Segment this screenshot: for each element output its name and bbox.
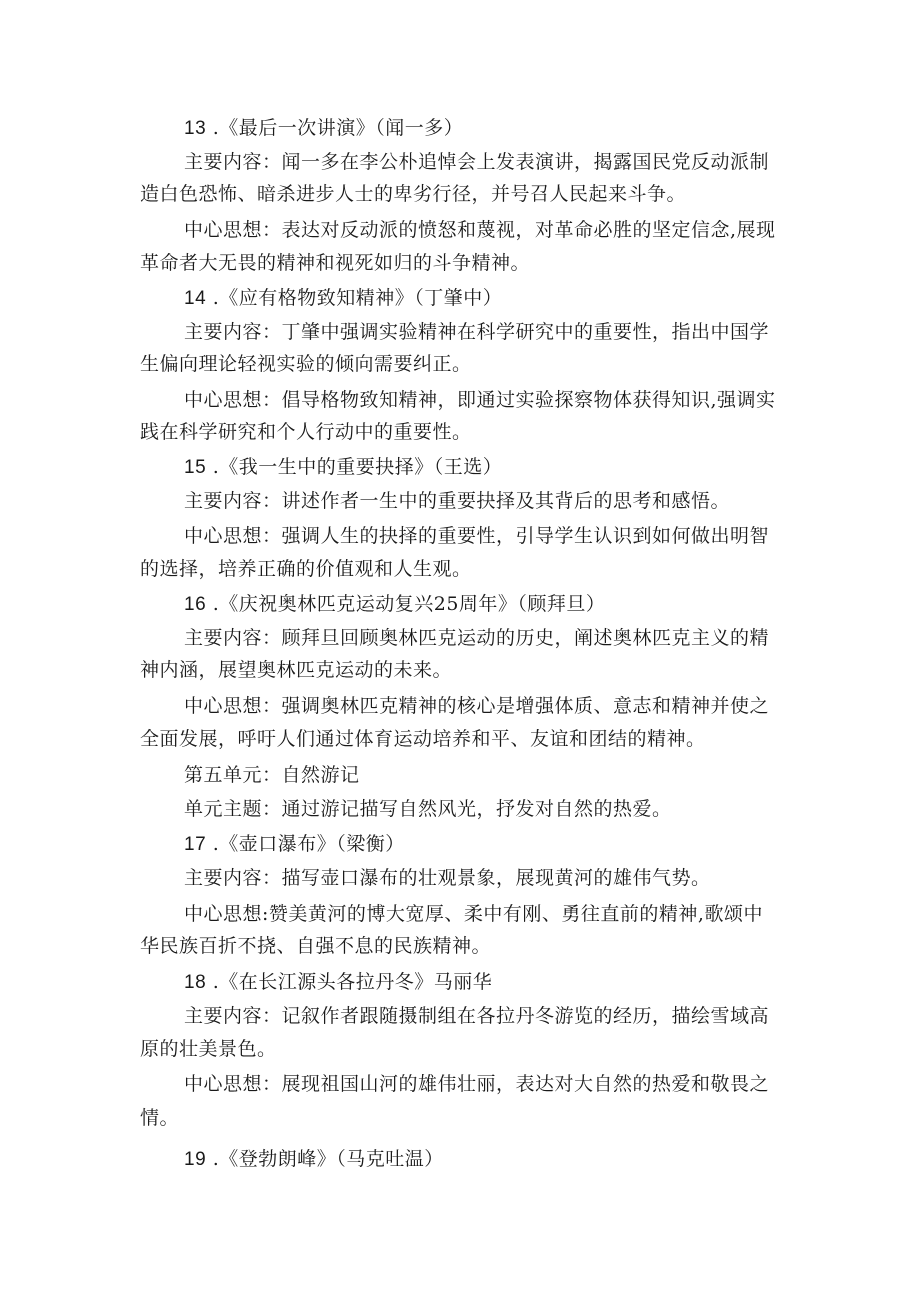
item-14-main-content-line-1: 主要内容：丁肇中强调实验精神在科学研究中的重要性，指出中国学 [184, 321, 770, 343]
item-15-main-content-line-1: 主要内容：讲述作者一生中的重要抉择及其背后的思考和感悟。 [184, 490, 731, 512]
item-15-central-idea-line-1: 中心思想：强调人生的抉择的重要性，引导学生认识到如何做出明智 [184, 525, 770, 547]
item-number: 17 [184, 834, 207, 855]
item-15-title [184, 455, 502, 480]
item-number: 19 [184, 1149, 207, 1170]
item-13-main-content-line-1: 主要内容：闻一多在李公朴追悼会上发表演讲，揭露国民党反动派制 [184, 151, 770, 173]
item-18-main-content-line-1: 主要内容：记叙作者跟随摄制组在各拉丹冬游览的经历，描绘雪域高 [184, 1005, 770, 1027]
item-18-central-idea-line-1: 中心思想：展现祖国山河的雄伟壮丽，表达对大自然的热爱和敬畏之 [184, 1073, 770, 1095]
item-13-title [184, 116, 463, 141]
item-17-main-content-line-1: 主要内容：描写壶口瀑布的壮观景象，展现黄河的雄伟气势。 [184, 867, 711, 889]
item-title: .《最后一次讲演》（闻一多） [212, 117, 464, 139]
item-title: .《我一生中的重要抉择》（王选） [212, 456, 503, 478]
item-number: 16 [184, 594, 207, 615]
item-18-central-idea-line-2: 情。 [140, 1107, 180, 1129]
item-13-central-idea-line-2: 革命者大无畏的精神和视死如归的斗争精神。 [140, 252, 531, 274]
item-19-title [184, 1147, 444, 1172]
item-number: 14 [184, 288, 207, 309]
item-14-central-idea-line-2: 践在科学研究和个人行动中的重要性。 [140, 421, 472, 443]
item-16-main-content-line-2: 神内涵，展望奥林匹克运动的未来。 [140, 659, 453, 681]
item-17-title [184, 832, 405, 857]
item-14-title [184, 286, 502, 311]
item-number: 18 [184, 972, 207, 993]
item-title: .《应有格物致知精神》（丁肇中） [212, 287, 503, 309]
unit-theme: 单元主题：通过游记描写自然风光，抒发对自然的热爱。 [184, 798, 672, 820]
item-16-central-idea-line-2: 全面发展，呼吁人们通过体育运动培养和平、友谊和团结的精神。 [140, 728, 706, 750]
item-18-title [184, 970, 492, 995]
item-title: .《庆祝奥林匹克运动复兴25周年》（顾拜旦） [212, 593, 606, 615]
item-16-central-idea-line-1: 中心思想：强调奥林匹克精神的核心是增强体质、意志和精神并使之 [184, 695, 770, 717]
item-number: 15 [184, 457, 207, 478]
item-title: .《在长江源头各拉丹冬》马丽华 [212, 971, 493, 993]
item-14-main-content-line-2: 生偏向理论轻视实验的倾向需要纠正。 [140, 353, 472, 375]
item-14-central-idea-line-1: 中心思想：倡导格物致知精神，即通过实验探察物体获得知识,强调实 [184, 389, 776, 411]
item-17-central-idea-line-2: 华民族百折不挠、自强不息的民族精神。 [140, 935, 492, 957]
item-number: 13 [184, 118, 207, 139]
item-17-central-idea-line-1: 中心思想:赞美黄河的博大宽厚、柔中有刚、勇往直前的精神,歌颂中 [184, 903, 763, 925]
unit-heading: 第五单元：自然游记 [184, 764, 360, 786]
item-13-central-idea-line-1: 中心思想：表达对反动派的愤怒和蔑视，对革命必胜的坚定信念,展现 [184, 219, 776, 241]
item-title: .《壶口瀑布》（梁衡） [212, 833, 405, 855]
item-15-central-idea-line-2: 的选择，培养正确的价值观和人生观。 [140, 558, 472, 580]
item-16-main-content-line-1: 主要内容：顾拜旦回顾奥林匹克运动的历史，阐述奥林匹克主义的精 [184, 627, 770, 649]
item-13-main-content-line-2: 造白色恐怖、暗杀进步人士的卑劣行径，并号召人民起来斗争。 [140, 183, 687, 205]
item-18-main-content-line-2: 原的壮美景色。 [140, 1038, 277, 1060]
item-title: .《登勃朗峰》（马克吐温） [212, 1148, 444, 1170]
item-16-title [184, 592, 605, 617]
